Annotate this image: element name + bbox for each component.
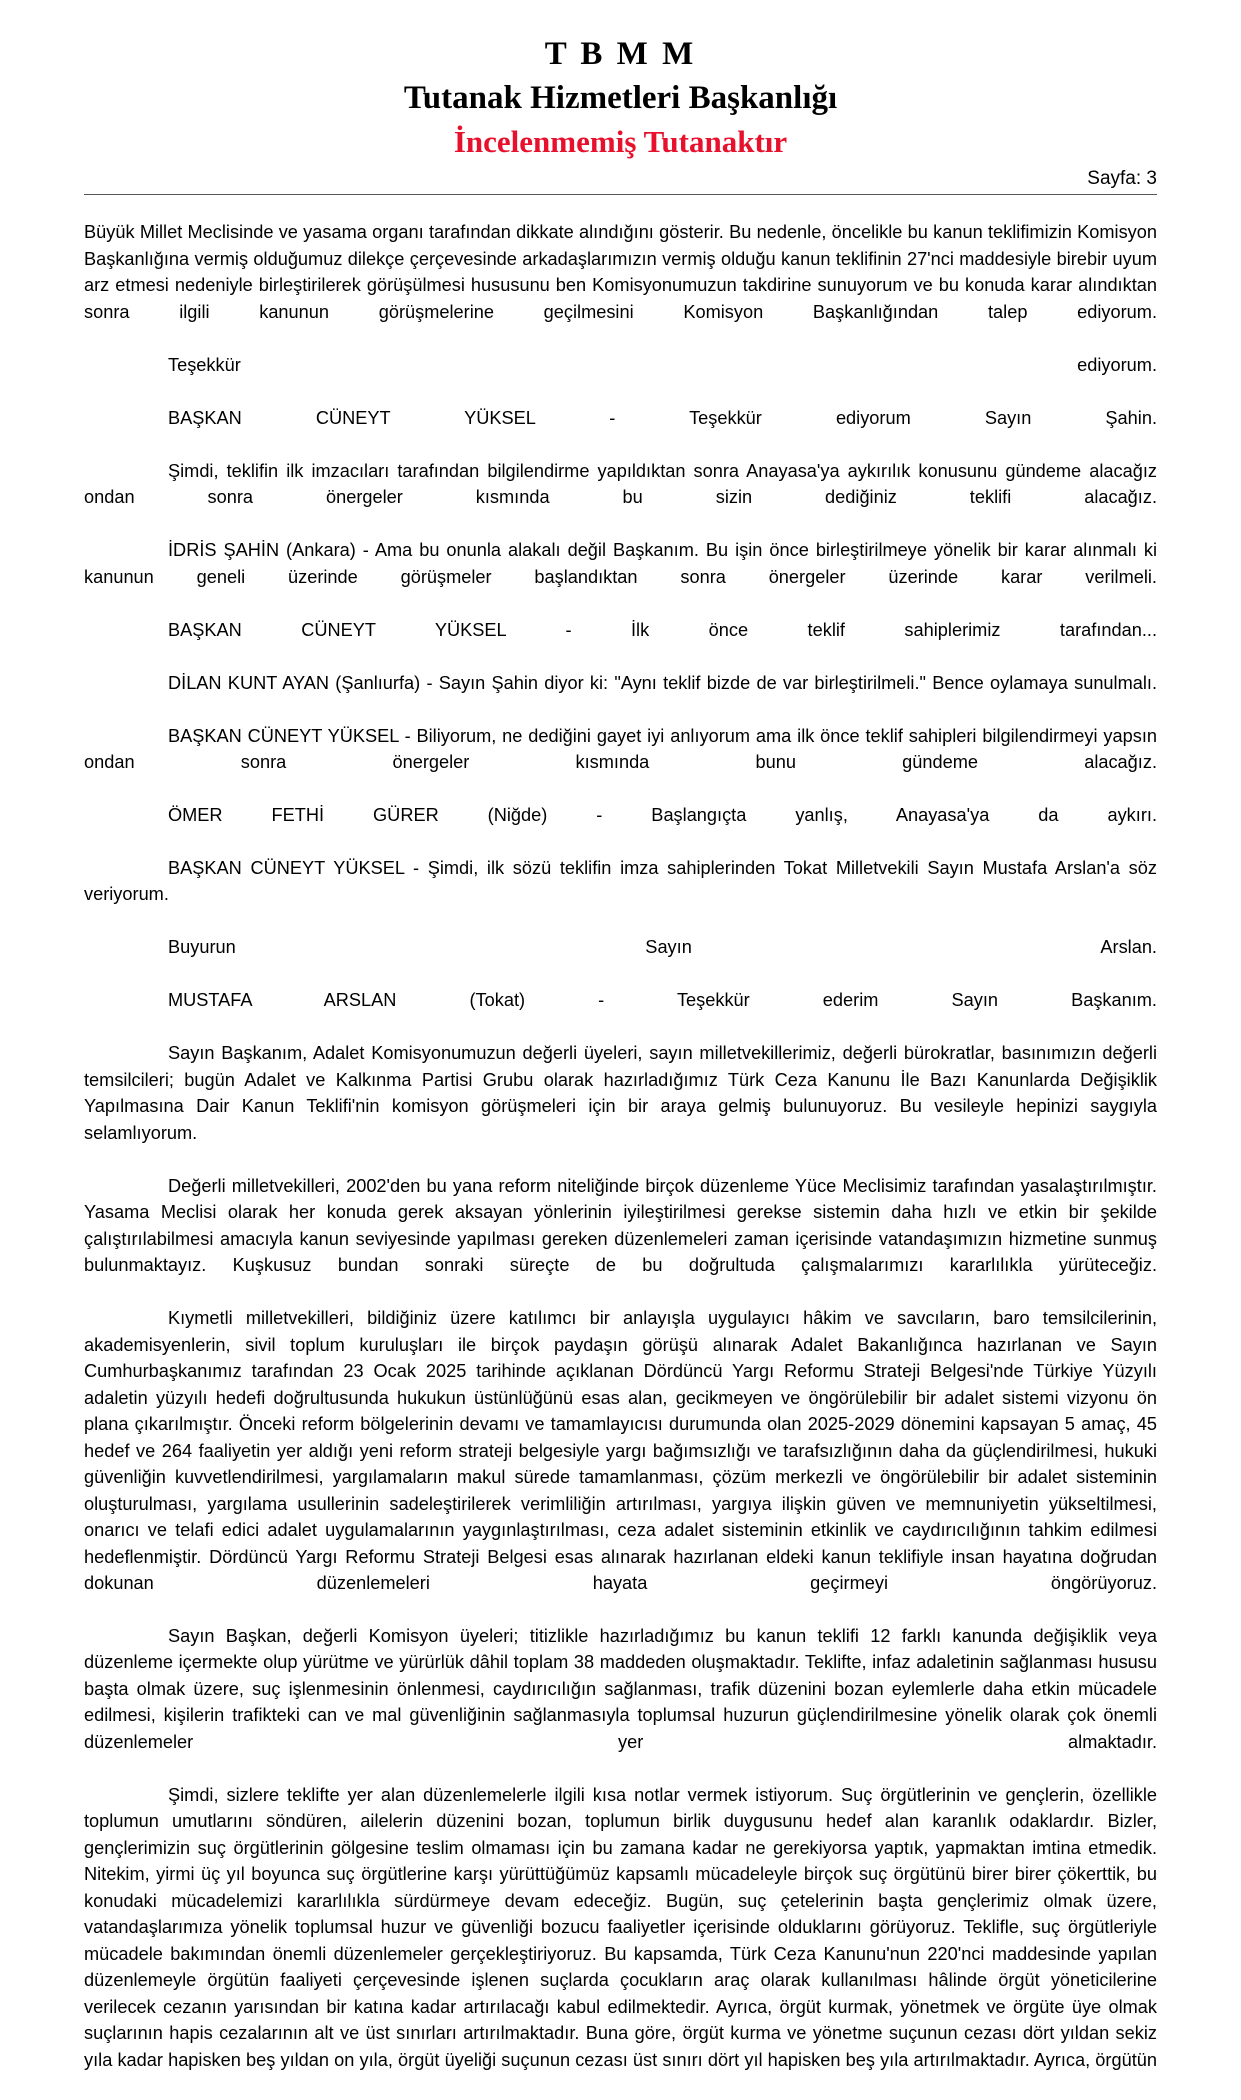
transcript-paragraph: Şimdi, teklifin ilk imzacıları tarafından bilgilendirme yapıldıktan sonra Anayasa'ya aykırılık konusunu gündeme alacağız ondan sonra önergeler kısmında bu sizin dediğiniz teklifi alacağız. <box>84 460 1157 508</box>
transcript-paragraph: Şimdi, sizlere teklifte yer alan düzenlemelerle ilgili kısa notlar vermek istiyorum. Suç örgütlerinin ve gençlerin, özellikle toplumun umutlarını söndüren, ailelerin düzenini bozan, toplumun birlik duygusunu hedef alan karanlık odaklardır. Bizler, gençlerimizin suç örgütlerinin gölgesine teslim olmaması için bu zamana kadar ne gerekiyorsa yaptık, yapmaktan imtina etmedik. Nitekim, yirmi üç yıl boyunca suç örgütlerine karşı yürüttüğümüz kapsamlı mücadeleyle birçok suç örgütünü birer birer çökerttik, bu konudaki mücadelemizi kararlılıkla sürdürmeye devam edeceğiz. Bugün, suç çetelerinin başta gençlerimiz olmak üzere, vatandaşlarımıza yönelik toplumsal huzur ve güvenliği bozucu faaliyetler içerisinde olduklarını görüyoruz. Teklifle, suç örgütleriyle mücadele bakımından önemli düzenlemeler gerçekleştiriyoruz. Bu kapsamda, Türk Ceza Kanunu'nun 220'nci maddesinde yapılan düzenlemeyle örgütün faaliyeti çerçevesinde işlenen suçlarda çocukların araç olarak kullanılması hâlinde örgüt yöneticilerine verilecek cezanın yarısından bir katına kadar artırılacağı kabul edilmektedir. Ayrıca, örgüt kurmak, yönetmek ve örgüte üye olmak suçlarının hapis cezalarının alt ve üst sınırları artırılmaktadır. Buna göre, örgüt kurma ve yönetme suçunun cezası dört yıldan sekiz yıla kadar hapisken beş yıldan on yıla, örgüt üyeliği suçunun cezası üst sınırı dört yıl hapisken beş yıla artırılmaktadır. Ayrıca, örgütün <box>84 1784 1157 2070</box>
transcript-paragraph: BAŞKAN CÜNEYT YÜKSEL - İlk önce teklif sahiplerimiz tarafından... <box>168 619 1157 640</box>
transcript-paragraph: Büyük Millet Meclisinde ve yasama organı tarafından dikkate alındığını gösterir. Bu nedenle, öncelikle bu kanun teklifimizin Komisyon Başkanlığına vermiş olduğumuz dilekçe çerçevesinde arkadaşlarımızın vermiş olduğu kanun teklifinin 27'nci maddesiyle birebir uyum arz etmesi nedeniyle birleştirilerek görüşülmesi hususunu ben Komisyonumuzun takdirine sunuyorum ve bu konuda karar alındıktan sonra ilgili kanunun görüşmelerine geçilmesini Komisyon Başkanlığından talep ediyorum. <box>84 222 1157 322</box>
transcript-paragraph: BAŞKAN CÜNEYT YÜKSEL - Biliyorum, ne dediğini gayet iyi anlıyorum ama ilk önce teklif sahipleri bilgilendirmeyi yapsın ondan sonra önergeler kısmında bunu gündeme alacağız. <box>84 725 1157 772</box>
transcript-paragraph: ÖMER FETHİ GÜRER (Niğde) - Başlangıçta yanlış, Anayasa'ya da aykırı. <box>168 804 1157 825</box>
transcript-paragraph: DİLAN KUNT AYAN (Şanlıurfa) - Sayın Şahin diyor ki: "Aynı teklif bizde de var birleştirilmeli." Bence oylamaya sunulmalı. <box>168 672 1157 693</box>
transcript-paragraph: MUSTAFA ARSLAN (Tokat) - Teşekkür ederim Sayın Başkanım. <box>168 990 1157 1011</box>
document-status-label: İncelenmemiş Tutanaktır <box>453 123 788 159</box>
transcript-paragraph: BAŞKAN CÜNEYT YÜKSEL - Teşekkür ediyorum Sayın Şahin. <box>168 407 1157 428</box>
transcript-paragraph: BAŞKAN CÜNEYT YÜKSEL - Şimdi, ilk sözü teklifin imza sahiplerinden Tokat Milletvekili Sayın Mustafa Arslan'a söz veriyorum. <box>84 857 1157 905</box>
page-number-label: Sayfa: 3 <box>1087 168 1157 190</box>
transcript-paragraph: İDRİS ŞAHİN (Ankara) - Ama bu onunla alakalı değil Başkanım. Bu işin önce birleştirilmeye yönelik bir karar alınmalı ki kanunun geneli üzerinde görüşmeler başlandıktan sonra önergeler üzerinde karar verilmeli. <box>84 540 1157 587</box>
transcript-paragraph: Kıymetli milletvekilleri, bildiğiniz üzere katılımcı bir anlayışla uygulayıcı hâkim ve savcıların, baro temsilcilerinin, akademisyenlerin, sivil toplum kuruluşları ile birçok paydaşın görüşü alınarak Adalet Bakanlığınca hazırlanan ve Sayın Cumhurbaşkanımız tarafından 23 Ocak 2025 tarihinde açıklanan Dördüncü Yargı Reformu Strateji Belgesi'nde Türkiye Yüzyılı adaletin yüzyılı hedefi doğrultusunda hukukun üstünlüğünü esas alan, gecikmeyen ve öngörülebilir bir adalet sistemi vizyonu ön plana çıkarılmıştır. Önceki reform bölgelerinin devamı ve tamamlayıcısı durumunda olan 2025-2029 dönemini kapsayan 5 amaç, 45 hedef ve 264 faaliyetin yer aldığı yeni reform strateji belgesiyle yargı bağımsızlığı ve tarafsızlığının daha da güçlendirilmesi, hukuki güvenliğin kuvvetlendirilmesi, yargılamaların makul sürede tamamlanması, çözüm merkezli ve öngörülebilir bir adalet sisteminin oluşturulması, yargılama usullerinin sadeleştirilerek verimliliğin artırılması, yargıya ilişkin güven ve memnuniyetin yükseltilmesi, onarıcı ve telafi edici adalet uygulamalarının yaygınlaştırılması, ceza adalet sisteminin etkinlik ve caydırıcılığının tahkim edilmesi hedeflenmiştir. Dördüncü Yargı Reformu Strateji Belgesi esas alınarak hazırlanan eldeki kanun teklifiyle insan hayatına doğrudan dokunan düzenlemeleri hayata geçirmeyi öngörüyoruz. <box>84 1308 1157 1594</box>
transcript-paragraph: Teşekkür ediyorum. <box>168 354 1157 375</box>
transcript-paragraph: Sayın Başkanım, Adalet Komisyonumuzun değerli üyeleri, sayın milletvekillerimiz, değerli bürokratlar, basınımızın değerli temsilcileri; bugün Adalet ve Kalkınma Partisi Grubu olarak hazırladığımız Türk Ceza Kanunu İle Bazı Kanunlarda Değişiklik Yapılmasına Dair Kanun Teklifi'nin komisyon görüşmeleri için bir araya gelmiş bulunuyoruz. Bu vesileyle hepinizi saygıyla selamlıyorum. <box>84 1043 1157 1143</box>
document-header <box>0 0 1241 160</box>
transcript-paragraph: Değerli milletvekilleri, 2002'den bu yana reform niteliğinde birçok düzenleme Yüce Meclisimiz tarafından yasalaştırılmıştır. Yasama Meclisi olarak her konuda gerek aksayan yönlerinin iyileştirilmesi gerekse sistemin daha hızlı ve etkin bir şekilde çalıştırılabilmesi amacıyla kanun seviyesinde yapılması gereken düzenlemeleri zaman içerisinde vatandaşımızın hizmetine sunmuş bulunmaktayız. Kuşkusuz bundan sonraki süreçte de bu doğrultuda çalışmalarımızı kararlılıkla yürüteceğiz. <box>84 1175 1157 1276</box>
transcript-body <box>84 195 1157 2099</box>
transcript-paragraph: Sayın Başkan, değerli Komisyon üyeleri; titizlikle hazırladığımız bu kanun teklifi 12 farklı kanunda değişiklik veya düzenleme içermekte olup yürütme ve yürürlük dâhil toplam 38 maddeden oluşmaktadır. Teklifte, infaz adaletinin sağlanması hususu başta olmak üzere, suç işlenmesinin önlenmesi, caydırıcılığın sağlanması, trafik düzenini bozan eylemlerle daha etkin mücadele edilmesi, kişilerin trafikteki can ve mal güvenliğinin sağlanmasıyla toplumsal huzurun güçlendirilmesine yönelik olarak çok önemli düzenlemeler yer almaktadır. <box>84 1625 1157 1752</box>
transcript-paragraph: Buyurun Sayın Arslan. <box>168 937 1157 958</box>
institution-title: T B M M <box>544 36 697 72</box>
department-title: Tutanak Hizmetleri Başkanlığı <box>403 80 838 117</box>
